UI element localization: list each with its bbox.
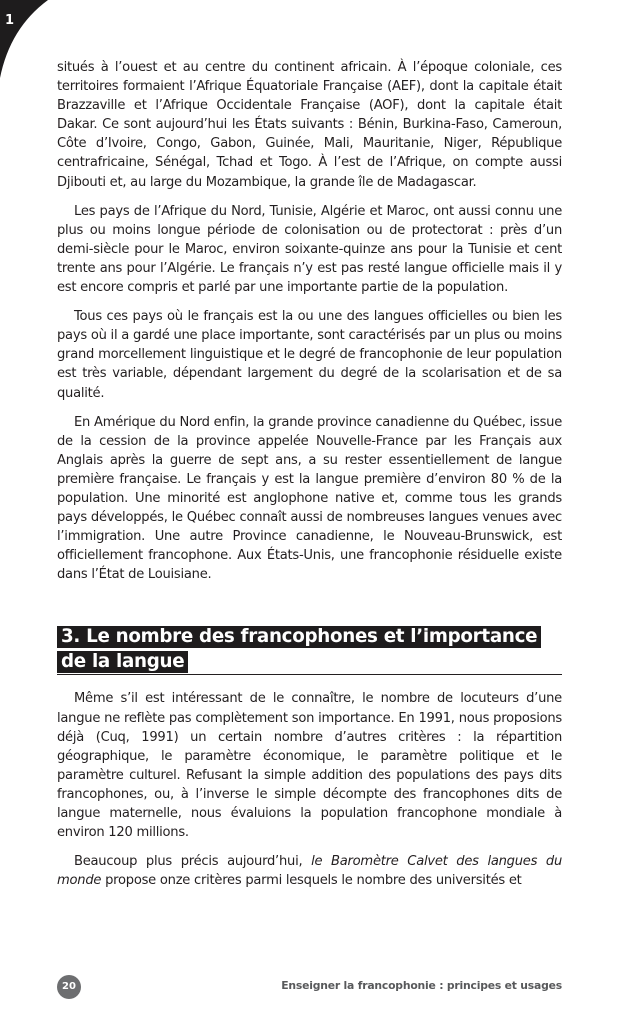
body-paragraph-1: situés à l’ouest et au centre du continent africain. À l’époque coloniale, ces territoires formaient l’Afrique Équatoriale Française (AEF), dont la capitale était Brazzaville et l’Afrique Occidentale Française (AOF), dont la capitale était Dakar. Ce sont aujourd’hui les États suivants : Bénin, Burkina-Faso, Cameroun, Côte d’Ivoire, Congo, Gabon, Guinée, Mali, Mauritanie, Niger, République centrafricaine, Sénégal, Tchad et Togo. À l’est de l’Afrique, on compte aussi Djibouti et, au large du Mozambique, la grande île de Madagascar. <box>57 60 562 190</box>
page-body <box>57 58 562 900</box>
chapter-corner-tab <box>0 0 48 78</box>
running-title: Enseigner la francophonie : principes et usages <box>281 979 562 992</box>
page-number-badge: 20 <box>57 975 81 999</box>
chapter-number: 1 <box>5 13 15 28</box>
body-paragraph-3: Tous ces pays où le français est la ou une des langues officielles ou bien les pays où il a gardé une place importante, sont caractérisés par un plus ou moins grand morcellement linguistique et le degré de francophonie de leur population est très variable, dépendant largement du degré de la scolarisation et de sa qualité. <box>57 309 562 401</box>
page-footer <box>57 975 562 999</box>
body-paragraph-5: Même s’il est intéressant de le connaître, le nombre de locuteurs d’une langue ne reflète pas complètement son importance. En 1991, nous proposions déjà (Cuq, 1991) un certain nombre d’autres critères : la répartition géographique, le paramètre économique, le paramètre politique et le paramètre culturel. Refusant la simple addition des populations des pays dits francophones, ou, à l’inverse le simple décompte des francophones dits de langue maternelle, nous évaluions la population francophone mondiale à environ 120 millions. <box>57 691 562 841</box>
corner-shape <box>0 0 48 78</box>
paragraph-lead: Beaucoup plus précis aujourd’hui, <box>74 854 312 870</box>
section-heading-text: 3. Le nombre des francophones et l’importance de la langue <box>57 626 541 673</box>
section-heading-block <box>57 625 562 675</box>
body-paragraph-2: Les pays de l’Afrique du Nord, Tunisie, Algérie et Maroc, ont aussi connu une plus ou moins longue période de colonisation ou de protectorat : près d’un demi-siècle pour le Maroc, environ soixante-quinze ans pour la Tunisie et cent trente ans pour l’Algérie. Le français n’y est pas resté langue officielle mais il y est encore compris et parlé par une importante partie de la population. <box>57 203 562 296</box>
section-heading <box>57 625 562 674</box>
body-paragraph-6 <box>57 852 562 890</box>
paragraph-tail: propose onze critères parmi lesquels le nombre des universités et <box>101 873 522 889</box>
body-paragraph-4: En Amérique du Nord enfin, la grande province canadienne du Québec, issue de la cession de la province appelée Nouvelle-France par les Français aux Anglais après la guerre de sept ans, a su rester essentiellement de langue première française. Le français y est la langue première d’environ 80 % de la population. Une minorité est anglophone native et, comme tous les grands pays développés, le Québec connaît aussi de nombreuses langues venues avec l’immigration. Une autre Province canadienne, le Nouveau-Brunswick, est officiellement francophone. Aux États-Unis, une francophonie résiduelle existe dans l’État de Louisiane. <box>57 414 562 583</box>
book-title-italic: le Baromètre Calvet des langues du monde <box>57 854 562 889</box>
